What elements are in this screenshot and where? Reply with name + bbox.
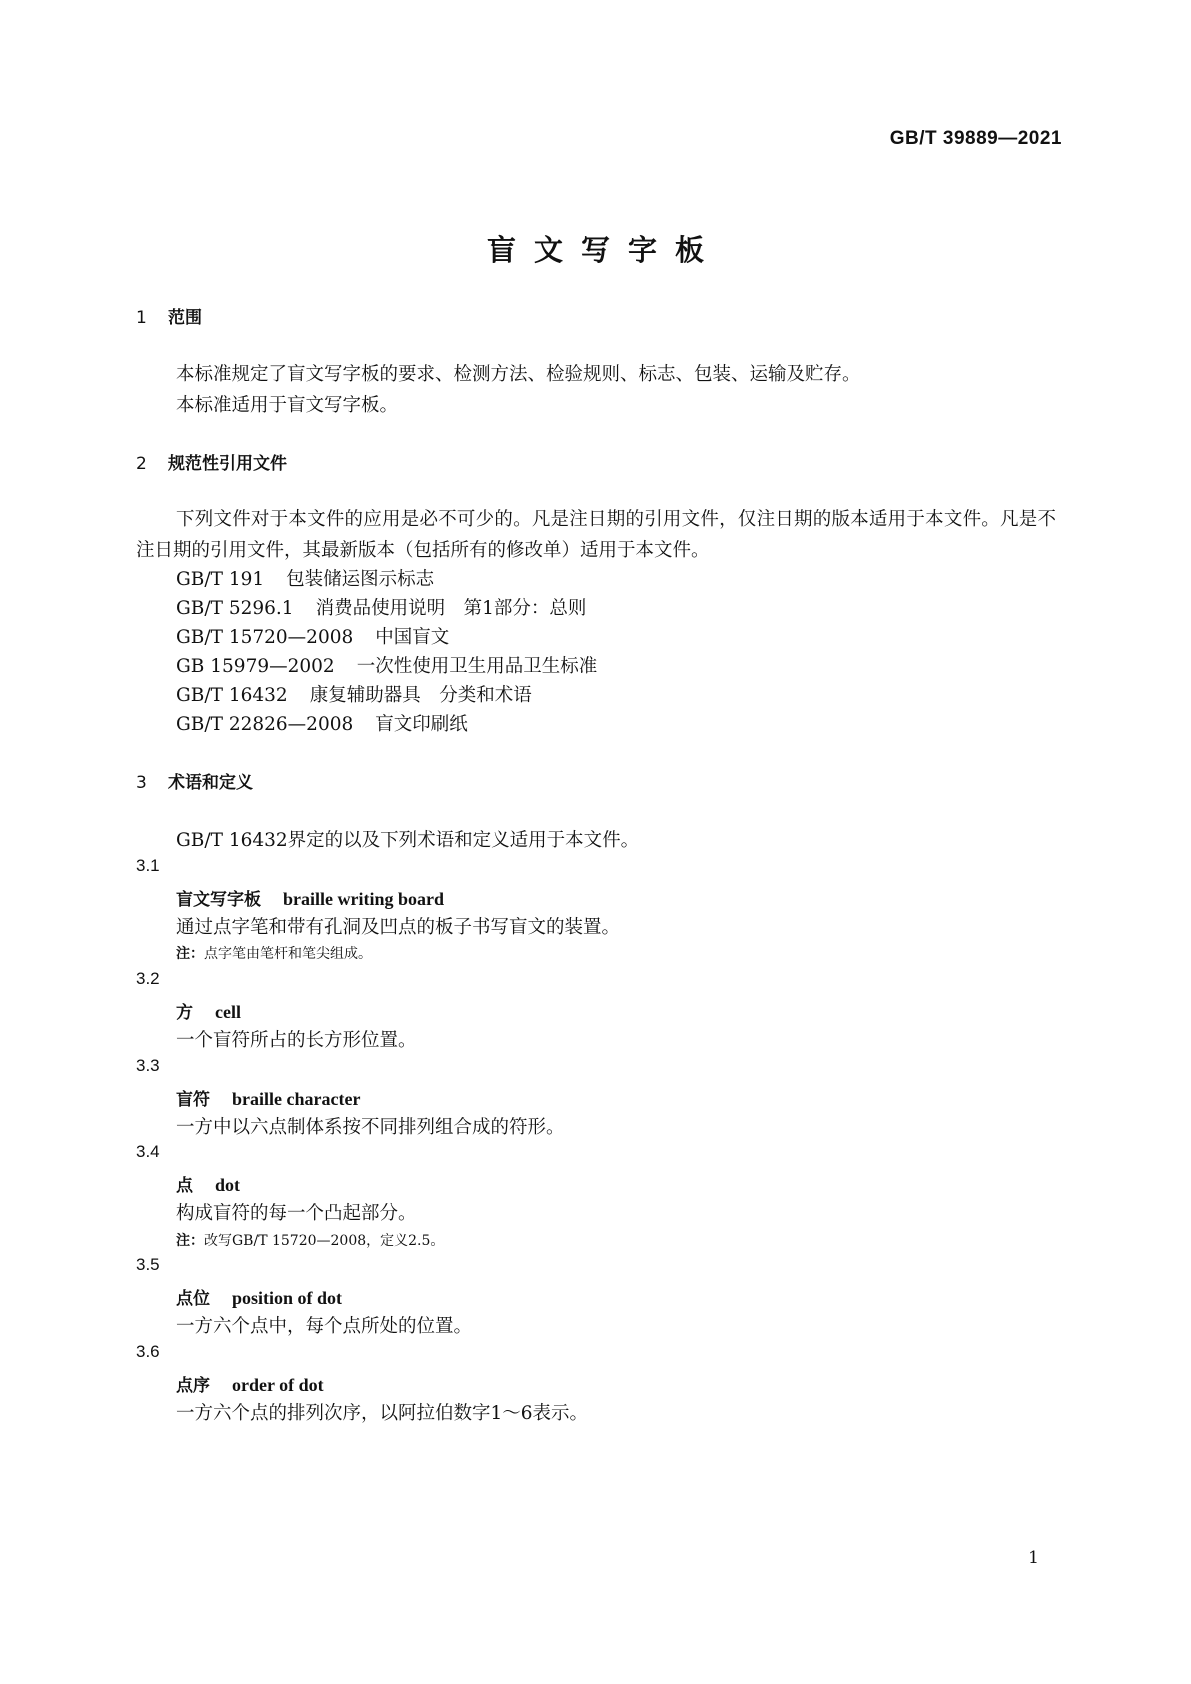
reference-title: 包装储运图示标志 <box>286 569 435 590</box>
term-number: 3.4 <box>136 1142 160 1161</box>
term-chinese: 方 <box>176 1003 193 1023</box>
term-english: braille writing board <box>283 889 444 909</box>
reference-code: GB/T 22826—2008 <box>176 714 354 735</box>
term-definition: 一方六个点的排列次序，以阿拉伯数字1～6表示。 <box>176 1403 589 1424</box>
reference-title: 盲文印刷纸 <box>375 714 468 735</box>
reference-item <box>176 652 597 678</box>
term-chinese: 点位 <box>176 1289 210 1309</box>
term-heading <box>176 1284 342 1309</box>
reference-item <box>176 565 434 591</box>
term-definition: 构成盲符的每一个凸起部分。 <box>176 1203 417 1224</box>
paragraph: 本标准适用于盲文写字板。 <box>176 395 399 416</box>
term-chinese: 点序 <box>176 1376 210 1396</box>
paragraph: 本标准规定了盲文写字板的要求、检测方法、检验规则、标志、包装、运输及贮存。 <box>176 364 861 385</box>
term-heading <box>176 1171 240 1196</box>
term-chinese: 点 <box>176 1176 193 1196</box>
section-1-heading <box>136 303 202 328</box>
section-3-heading <box>136 768 253 793</box>
reference-code: GB/T 15720—2008 <box>176 627 354 648</box>
term-english: order of dot <box>232 1375 324 1395</box>
section-title: 规范性引用文件 <box>168 454 287 474</box>
term-number: 3.3 <box>136 1056 160 1075</box>
term-definition: 一个盲符所占的长方形位置。 <box>176 1030 417 1051</box>
term-definition: 一方六个点中，每个点所处的位置。 <box>176 1316 473 1337</box>
term-heading <box>176 1371 324 1396</box>
reference-item <box>176 681 532 707</box>
paragraph: 下列文件对于本文件的应用是必不可少的。凡是注日期的引用文件，仅注日期的版本适用于本文件。凡是不注日期的引用文件，其最新版本（包括所有的修改单）适用于本文件。 <box>136 509 1056 561</box>
term-heading <box>176 1085 360 1110</box>
term-chinese: 盲符 <box>176 1090 210 1110</box>
term-note <box>176 943 372 963</box>
term-heading <box>176 885 444 910</box>
term-chinese: 盲文写字板 <box>176 890 261 910</box>
term-english: cell <box>215 1002 241 1022</box>
reference-title: 中国盲文 <box>375 627 450 648</box>
reference-code: GB/T 5296.1 <box>176 598 294 619</box>
section-number: 1 <box>136 308 147 328</box>
note-text: 点字笔由笔杆和笔尖组成。 <box>204 946 372 962</box>
term-definition: 一方中以六点制体系按不同排列组合成的符形。 <box>176 1117 565 1138</box>
reference-code: GB 15979—2002 <box>176 656 335 677</box>
note-label: 注： <box>176 946 204 962</box>
paragraph: GB/T 16432界定的以及下列术语和定义适用于本文件。 <box>176 830 640 851</box>
term-definition: 通过点字笔和带有孔洞及凹点的板子书写盲文的装置。 <box>176 917 621 938</box>
term-note <box>176 1230 444 1250</box>
page-number: 1 <box>1028 1548 1039 1568</box>
reference-item <box>176 710 468 736</box>
term-number: 3.5 <box>136 1255 160 1274</box>
note-label: 注： <box>176 1233 204 1249</box>
section-title: 范围 <box>168 308 202 328</box>
reference-title: 一次性使用卫生用品卫生标准 <box>356 656 598 677</box>
note-text: 改写GB/T 15720—2008，定义2.5。 <box>204 1233 445 1249</box>
term-heading <box>176 998 241 1023</box>
term-english: dot <box>215 1175 241 1195</box>
reference-code: GB/T 16432 <box>176 685 288 706</box>
document-title: 盲文写字板 <box>486 233 722 267</box>
reference-title: 康复辅助器具 分类和术语 <box>309 685 532 706</box>
term-number: 3.2 <box>136 969 160 988</box>
section-number: 3 <box>136 773 147 793</box>
section-number: 2 <box>136 454 147 474</box>
term-number: 3.6 <box>136 1342 160 1361</box>
term-english: braille character <box>232 1089 361 1109</box>
section-2-heading <box>136 449 287 474</box>
reference-item <box>176 623 449 649</box>
section-title: 术语和定义 <box>168 773 253 793</box>
reference-title: 消费品使用说明 第1部分：总则 <box>315 598 587 619</box>
standard-number: GB/T 39889—2021 <box>889 128 1062 149</box>
reference-code: GB/T 191 <box>176 569 265 590</box>
term-english: position of dot <box>232 1288 343 1308</box>
term-number: 3.1 <box>136 856 160 875</box>
reference-item <box>176 594 586 620</box>
